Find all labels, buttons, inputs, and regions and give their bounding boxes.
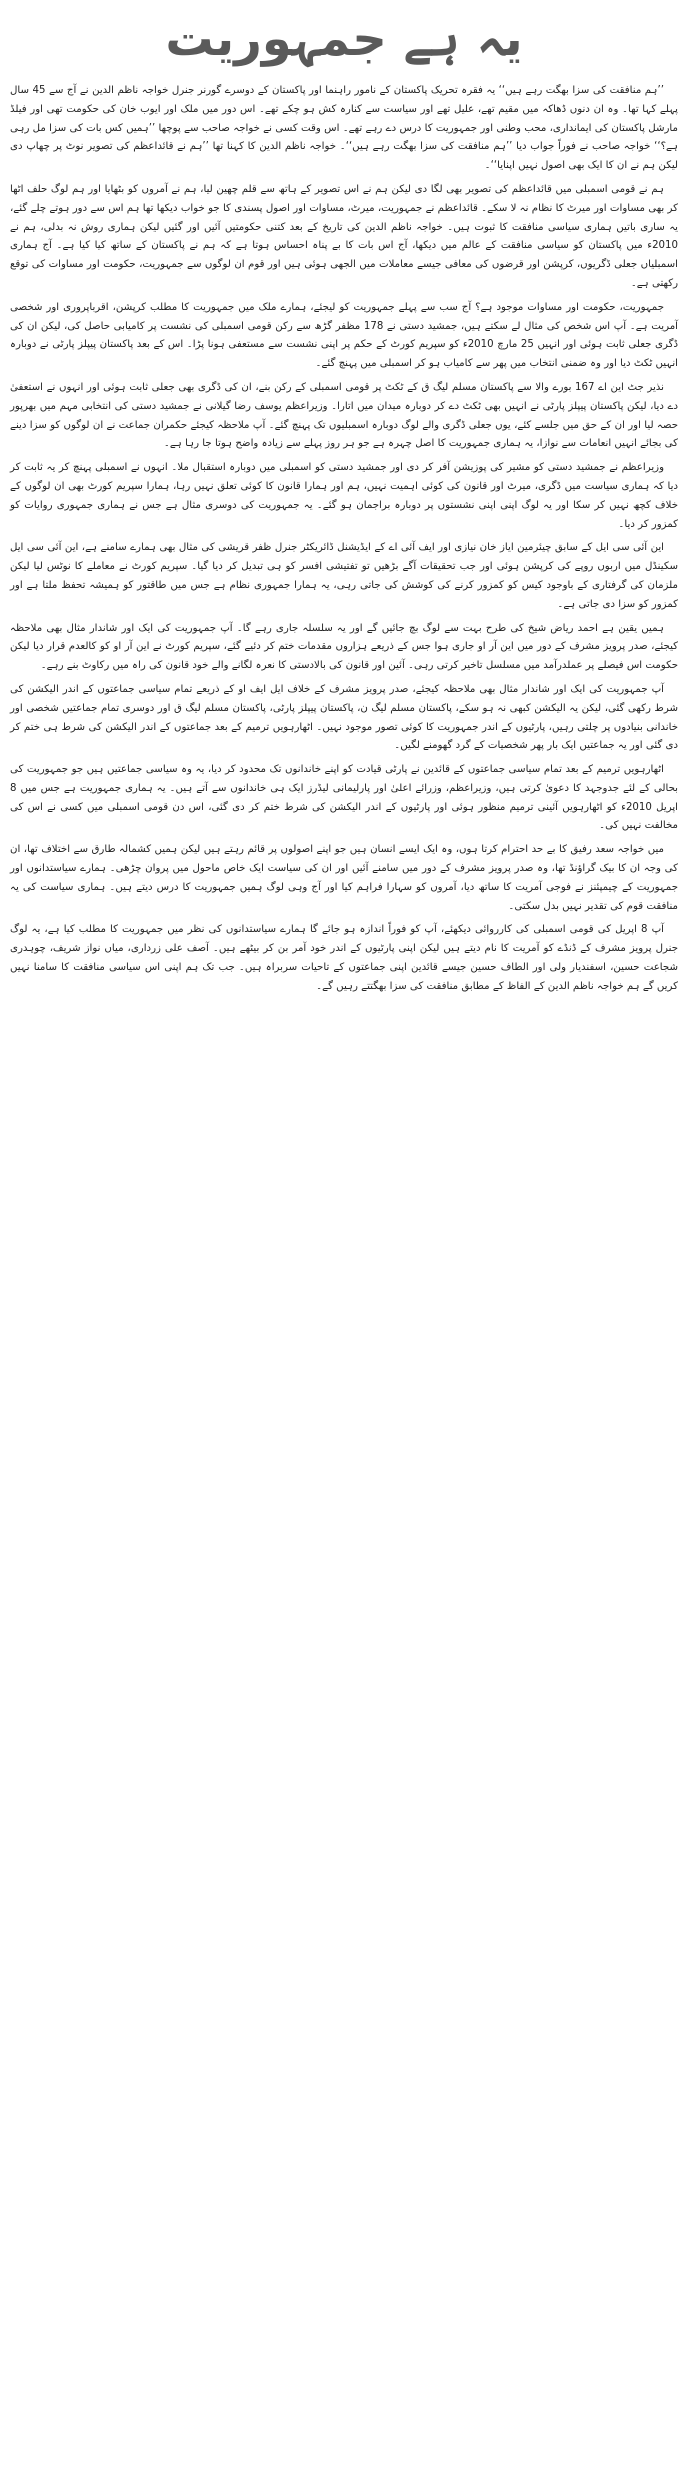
article-paragraph: ہم نے قومی اسمبلی میں قائداعظم کی تصویر بھی لگا دی لیکن ہم نے اس تصویر کے ہاتھ سے قلم چھین لیا، ہم نے آمروں کو بٹھایا اور ہم لوگ حلف اٹھا کر بھی مساوات اور میرٹ کا نظام نہ لا سکے۔ قائداعظم نے جمہوریت، میرٹ، مساوات اور اصول پسندی کا جو خواب دیکھا تھا ہم اس سے دور ہوتے چلے گئے، یہ ساری باتیں ہماری سیاسی منافقت کا ثبوت ہیں۔ خواجہ ناظم الدین کی تاریخ کے بعد کتنی حکومتیں آئیں اور گئیں لیکن ہماری روش نہ بدلی، ہم نے 2010ء میں پاکستان کو سیاسی منافقت کے عالم میں دیکھا، آج اس بات کا بے پناہ احساس ہوتا ہے کہ ہم نے پاکستان کے ساتھ کیا کیا ہے۔ آج ہماری اسمبلیاں جعلی ڈگریوں، کرپشن اور قرضوں کی معافی جیسے معاملات میں الجھی ہوئی ہیں اور قوم ان لوگوں سے جمہوریت، حکومت اور مساوات کی توقع رکھتی ہے۔ xyxy=(10,183,678,289)
article-paragraph: وزیراعظم نے جمشید دستی کو مشیر کی پوزیشن آفر کر دی اور جمشید دستی کو اسمبلی میں دوبارہ استقبال ملا۔ انہوں نے اسمبلی پہنچ کر یہ ثابت کر دیا کہ ہماری سیاست میں ڈگری، میرٹ اور قانون کی کوئی اہمیت نہیں، ہم اور ہمارا قانون کا کوئی تعلق نہیں رہا، ہمارا سپریم کورٹ بھی ان لوگوں کے خلاف کچھ نہیں کر سکا اور یہ لوگ اپنی اپنی نشستوں پر دوبارہ براجمان ہو گئے۔ یہ جمہوریت کی دوسری مثال ہے جس نے ہماری جمہوری روایات کو کمزور کر دیا۔ xyxy=(10,462,678,530)
article-paragraph: میں خواجہ سعد رفیق کا بے حد احترام کرتا ہوں، وہ ایک ایسے انسان ہیں جو اپنے اصولوں پر قائم رہتے ہیں لیکن ہمیں کشمالہ طارق سے اختلاف تھا، ان کی وجہ ان کا بیک گراؤنڈ تھا، وہ صدر پرویز مشرف کے دور میں سامنے آئیں اور ان کی سیاست ایک خاص ماحول میں پروان چڑھی۔ ہمارے سیاستدانوں اور جمہوریت کے چیمپئنز نے فوجی آمریت کا ساتھ دیا، آمروں کو سہارا فراہم کیا اور آج وہی لوگ ہمیں جمہوریت کا درس دیتے ہیں۔ ہماری سیاست کی یہ منافقت قوم کی تقدیر نہیں بدل سکتی۔ xyxy=(10,844,678,912)
article-paragraph: این آئی سی ایل کے سابق چیئرمین ایاز خان نیازی اور ایف آئی اے کے ایڈیشنل ڈائریکٹر جنرل ظفر قریشی کی مثال بھی ہمارے سامنے ہے، این آئی سی ایل سکینڈل میں اربوں روپے کی کرپشن ہوئی اور جب تحقیقات آگے بڑھیں تو تفتیشی افسر کو ہی تبدیل کر دیا گیا۔ سپریم کورٹ نے معاملے کا نوٹس لیا لیکن ملزمان کی گرفتاری کے باوجود کیس کو کمزور کرنے کی کوشش کی جاتی رہی، یہ ہمارا جمہوری نظام ہے جس میں طاقتور کو ہمیشہ تحفظ ملتا ہے اور کمزور کو سزا دی جاتی ہے۔ xyxy=(10,542,678,610)
article-paragraph: اٹھارہویں ترمیم کے بعد تمام سیاسی جماعتوں کے قائدین نے پارٹی قیادت کو اپنے خاندانوں تک محدود کر دیا، یہ وہ سیاسی جماعتیں ہیں جو جمہوریت کی بحالی کے لئے جدوجہد کا دعویٰ کرتی ہیں، وزیراعظم، وزرائے اعلیٰ اور پارلیمانی لیڈرز ایک ہی خاندانوں سے آتے ہیں۔ یہ ہماری جمہوریت ہے جس میں 8 اپریل 2010ء کو اٹھارہویں آئینی ترمیم منظور ہوئی اور پارٹیوں کے اندر الیکشن کی شرط ختم کر دی گئی، اس دن قومی اسمبلی میں کسی نے اس کی مخالفت نہیں کی۔ xyxy=(10,764,678,832)
headline: یہ ہے جمہوریت xyxy=(165,11,523,67)
article-paragraph: آپ جمہوریت کی ایک اور شاندار مثال بھی ملاحظہ کیجئے، صدر پرویز مشرف کے خلاف ایل ایف او کے ذریعے تمام سیاسی جماعتوں کے اندر الیکشن کی شرط رکھی گئی، لیکن یہ الیکشن کبھی نہ ہو سکے، پاکستان مسلم لیگ ن، پاکستان پیپلز پارٹی، پاکستان مسلم لیگ ق اور دوسری تمام جماعتیں شخصی اور خاندانی بنیادوں پر چلتی رہیں، پارٹیوں کے اندر جمہوریت کا کوئی تصور موجود نہیں۔ اٹھارہویں ترمیم کے بعد جماعتوں کے اندر الیکشن کی شرط ہی ختم کر دی گئی اور یہ جماعتیں ایک بار پھر شخصیات کے گرد گھومنے لگیں۔ xyxy=(10,683,678,752)
article-paragraph: نذیر جٹ این اے 167 بورے والا سے پاکستان مسلم لیگ ق کے ٹکٹ پر قومی اسمبلی کے رکن بنے، ان کی ڈگری بھی جعلی ثابت ہوئی اور انہوں نے استعفیٰ دے دیا، لیکن پاکستان پیپلز پارٹی نے انہیں بھی ٹکٹ دے کر دوبارہ میدان میں اتارا۔ وزیراعظم یوسف رضا گیلانی نے جمشید دستی کی انتخابی مہم میں بھرپور حصہ لیا اور ان کے حق میں جلسے کئے، یوں جعلی ڈگری والے لوگ دوبارہ اسمبلیوں تک پہنچ گئے۔ آپ ملاحظہ کیجئے حکمران جماعت نے ان لوگوں کو سزا دینے کی بجائے انہیں انعامات سے نوازا، یہ ہماری جمہوریت کا اصل چہرہ ہے جو ہر روز پہلے سے زیادہ واضح ہوتا جا رہا ہے۔ xyxy=(10,381,678,450)
article-body xyxy=(10,82,678,997)
article-paragraph: ’’ہم منافقت کی سزا بھگت رہے ہیں‘‘ یہ فقرہ تحریک پاکستان کے نامور راہنما اور پاکستان کے دوسرے گورنر جنرل خواجہ ناظم الدین نے آج سے 45 سال پہلے کہا تھا۔ وہ ان دنوں ڈھاکہ میں مقیم تھے، علیل تھے اور سیاست سے کنارہ کش ہو چکے تھے۔ اس دور میں ملک اور ایوب خان کی حکومت تھی اور فیلڈ مارشل پاکستان کی ایمانداری، محب وطنی اور جمہوریت کا درس دے رہے تھے۔ اس وقت کسی نے خواجہ صاحب سے پوچھا ’’ہمیں کس بات کی سزا مل رہی ہے؟‘‘ خواجہ صاحب نے فوراً جواب دیا ’’ہم منافقت کی سزا بھگت رہے ہیں‘‘۔ خواجہ ناظم الدین کا کہنا تھا ’’ہم نے قائداعظم کی تصویر نوٹ پر چھاپ دی لیکن ہم نے ان کا ایک بھی اصول نہیں اپنایا‘‘۔ xyxy=(10,85,678,172)
article-paragraph: ہمیں یقین ہے احمد ریاض شیخ کی طرح بہت سے لوگ بچ جائیں گے اور یہ سلسلہ جاری رہے گا۔ آپ جمہوریت کی ایک اور شاندار مثال بھی ملاحظہ کیجئے، صدر پرویز مشرف کے دور میں این آر او جاری ہوا جس کے ذریعے ہزاروں مقدمات ختم کر دئیے گئے، سپریم کورٹ نے این آر او کو کالعدم قرار دیا لیکن حکومت اس فیصلے پر عملدرآمد میں مسلسل تاخیر کرتی رہی۔ آئین اور قانون کی بالادستی کا نعرہ لگانے والے خود قانون کی راہ میں رکاوٹ بنے رہے۔ xyxy=(10,622,678,672)
article-paragraph: جمہوریت، حکومت اور مساوات موجود ہے؟ آج سب سے پہلے جمہوریت کو لیجئے، ہمارے ملک میں جمہوریت کا مطلب کرپشن، اقرباپروری اور شخصی آمریت ہے۔ آپ اس شخص کی مثال لے سکتے ہیں، جمشید دستی نے 178 مظفر گڑھ سے رکن قومی اسمبلی کی نشست پر کامیابی حاصل کی، لیکن ان کی ڈگری جعلی ثابت ہوئی اور انہیں 25 مارچ 2010ء کو سپریم کورٹ کے حکم پر اپنی نشست سے مستعفی ہونا پڑا۔ اس کے بعد پاکستان پیپلز پارٹی نے دوبارہ انہیں ٹکٹ دیا اور وہ ضمنی انتخاب میں پھر سے کامیاب ہو کر اسمبلی میں پہنچ گئے۔ xyxy=(10,301,678,370)
article-paragraph: آپ 8 اپریل کی قومی اسمبلی کی کارروائی دیکھئے، آپ کو فوراً اندازہ ہو جائے گا ہمارے سیاستدانوں کی نظر میں جمہوریت کا مطلب کیا ہے، یہ لوگ جنرل پرویز مشرف کے ڈنڈے کو آمریت کا نام دیتے ہیں لیکن اپنی پارٹیوں کے اندر خود آمر بن کر بیٹھے ہیں۔ آصف علی زرداری، میاں نواز شریف، چوہدری شجاعت حسین، اسفندیار ولی اور الطاف حسین جیسے قائدین اپنی جماعتوں کے تاحیات سربراہ ہیں۔ جب تک ہم اپنی اس سیاسی منافقت کا سامنا نہیں کریں گے ہم خواجہ ناظم الدین کے الفاظ کے مطابق منافقت کی سزا بھگتتے رہیں گے۔ xyxy=(10,924,678,992)
